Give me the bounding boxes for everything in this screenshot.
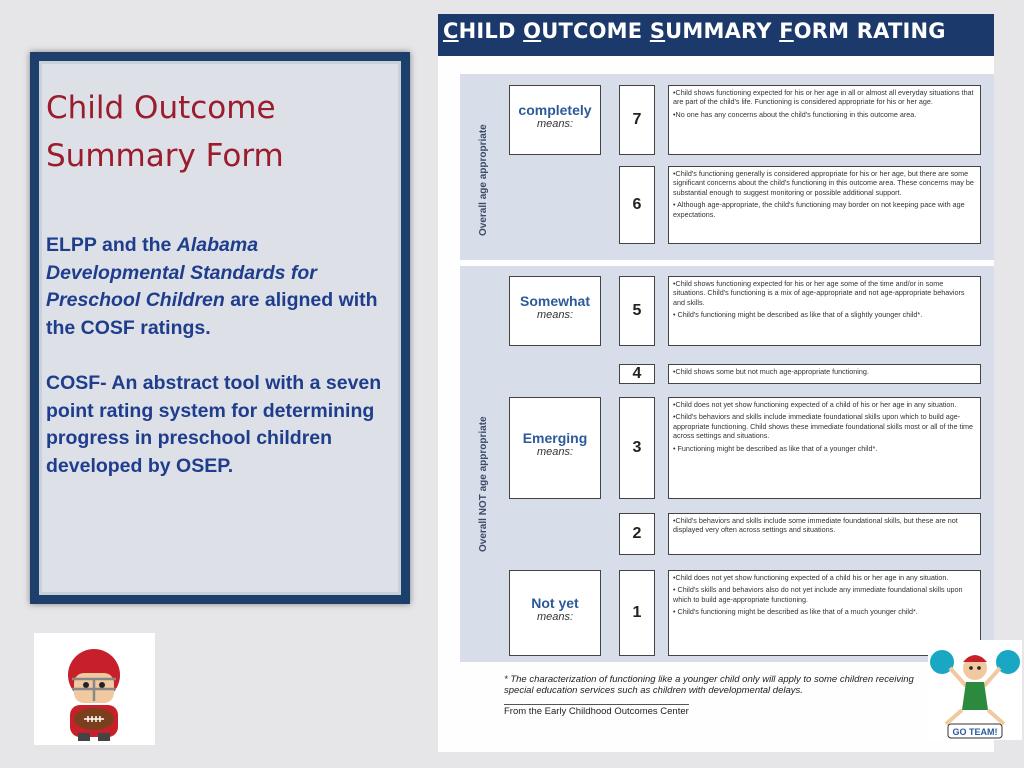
category-not-yet-label: Not yet — [531, 595, 579, 611]
form-title-initial-s: S — [649, 19, 666, 43]
form-title-word-summary: UMMARY — [665, 19, 780, 43]
rating-7-point-1: •Child shows functioning expected for his or her age in all or almost all everyday situations that are part of the child's life. Functioning is considered appropriate for his or her age. — [673, 88, 974, 107]
rating-5-point-2: • Child's functioning might be described as like that of a slightly younger child*. — [673, 310, 923, 320]
form-title-word-form-rating: ORM RATING — [793, 19, 946, 43]
means-label: means: — [536, 446, 574, 458]
rating-4-point-1: •Child shows some but not much age-appropriate functioning. — [673, 367, 869, 376]
slide-title: Child Outcome Summary Form — [46, 90, 284, 174]
category-emerging — [509, 397, 601, 499]
means-label: means: — [536, 611, 574, 623]
category-completely — [509, 85, 601, 155]
rating-4-description — [668, 364, 981, 384]
rating-5: 5 — [619, 276, 655, 346]
rating-1-point-1: •Child does not yet show functioning expected of a child his or her age in any situation. — [673, 573, 949, 582]
standards-title: Alabama Developmental Standards for Preschool Children — [46, 234, 317, 311]
rating-1-point-3: • Child's functioning might be described as like that of a much younger child*. — [673, 607, 918, 617]
rating-1: 1 — [619, 570, 655, 656]
form-title-word-outcome: UTCOME — [541, 19, 650, 43]
category-somewhat-label: Somewhat — [519, 293, 590, 309]
cosf-description: COSF- An abstract tool with a seven point rating system for determining progress in preschool children developed by OSEP. — [46, 372, 382, 477]
rating-5-description — [668, 276, 981, 346]
rating-7-point-2: •No one has any concerns about the child's functioning in this outcome area. — [673, 109, 917, 119]
cheerleader-clipart — [928, 640, 1022, 740]
rating-6-point-2: • Although age-appropriate, the child's functioning may border on not keeping pace with age expectations. — [673, 200, 965, 219]
form-title-initial-c: C — [443, 19, 459, 43]
rating-2-description — [668, 513, 981, 555]
go-team-text: GO TEAM! — [952, 727, 998, 737]
rating-7: 7 — [619, 85, 655, 155]
alignment-text-end: are aligned with the COSF ratings. — [46, 289, 378, 339]
rating-3-point-1: •Child does not yet show functioning expected of a child of his or her age in any situation. — [673, 400, 957, 409]
rating-6-point-1: •Child's functioning generally is considered appropriate for his or her age, but there are some significant concerns about the child's functioning in this outcome area. These concerns may be substantial enough to suggest monitoring or possible additional support. — [673, 169, 974, 197]
rating-2: 2 — [619, 513, 655, 555]
rating-3-description — [668, 397, 981, 499]
football-player-clipart — [34, 633, 155, 745]
rating-3: 3 — [619, 397, 655, 499]
form-header — [438, 14, 994, 56]
means-label: means: — [536, 118, 574, 130]
form-title — [443, 19, 946, 43]
category-emerging-label: Emerging — [522, 430, 588, 446]
rating-5-point-1: •Child shows functioning expected for his or her age some of the time and/or in some situations. Child's functioning is a mix of age-appropriate and not age-appropriate behaviors and skills. — [673, 279, 965, 307]
text-panel-content — [46, 84, 398, 480]
category-completely-label: completely — [518, 102, 592, 118]
rating-7-description — [668, 85, 981, 155]
rating-2-point-1: •Child's behaviors and skills include some immediate foundational skills, but these are not displayed very often across settings and situations. — [673, 516, 958, 535]
form-footnote: * The characterization of functioning like a younger child only will apply to some children receiving special education services such as children with developmental delays. — [504, 674, 914, 696]
rating-6: 6 — [619, 166, 655, 244]
form-title-initial-o: O — [523, 19, 542, 43]
category-somewhat — [509, 276, 601, 346]
cosf-rating-form — [438, 14, 994, 752]
not-age-appropriate-label: Overall NOT age appropriate — [478, 416, 489, 552]
alignment-paragraph — [46, 232, 398, 342]
rating-1-point-2: • Child's skills and behaviors also do not yet include any immediate foundational skills upon which to build age-appropriate functioning. — [673, 585, 963, 604]
alignment-text-start: ELPP and the — [46, 234, 177, 256]
form-title-initial-f: F — [779, 19, 794, 43]
category-not-yet — [509, 570, 601, 656]
rating-6-description — [668, 166, 981, 244]
rating-3-point-2: •Child's behaviors and skills include immediate foundational skills upon which to build age-appropriate functioning. Child shows these immediate foundational skills most or all of the time across settings and situations. — [673, 412, 974, 441]
age-appropriate-label: Overall age appropriate — [478, 124, 489, 236]
form-title-word-child: HILD — [458, 19, 524, 43]
rating-3-point-3: • Functioning might be described as like that of a younger child*. — [673, 443, 878, 453]
form-source: From the Early Childhood Outcomes Center — [504, 706, 689, 717]
rating-4: 4 — [619, 364, 655, 384]
means-label: means: — [536, 309, 574, 321]
